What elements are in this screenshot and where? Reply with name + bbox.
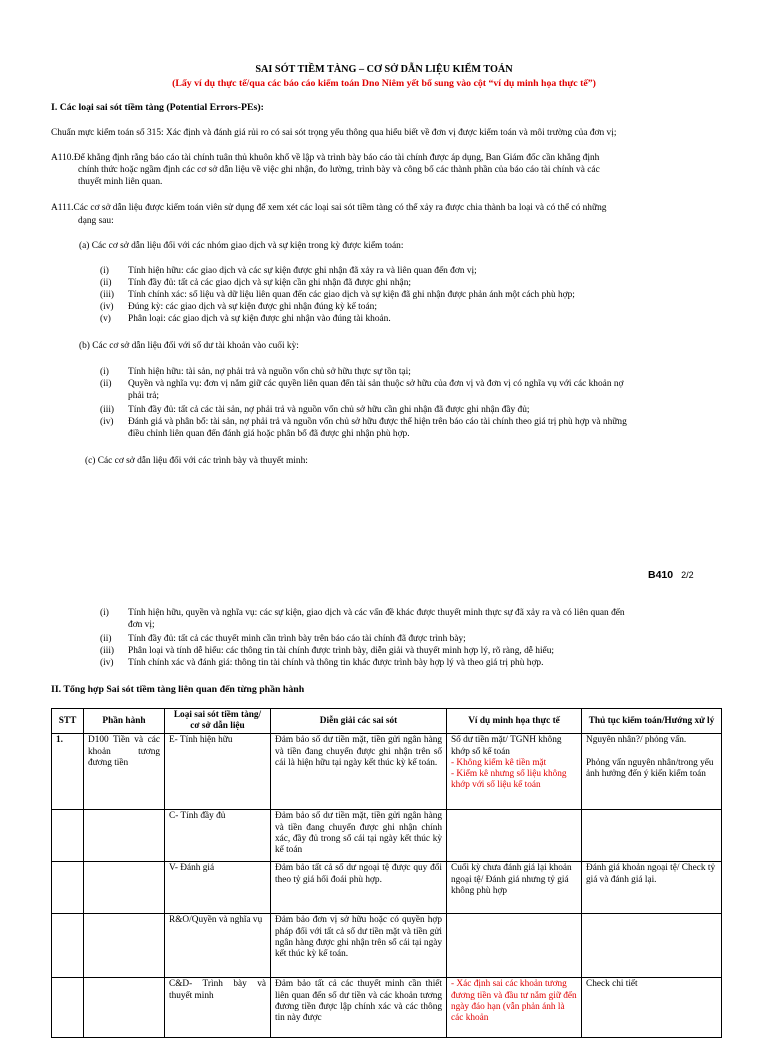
cell-phan-hanh <box>84 862 165 914</box>
cell-loai: V- Đánh giá <box>165 862 271 914</box>
cell-dien-giai: Đảm bảo tất cả các thuyết minh cần thiết liên quan đến số dư tiền và các khoản tương đương tiền được lập chính xác và các thông tin này được <box>271 978 447 1038</box>
a111-line-2: dạng sau: <box>78 216 114 226</box>
cell-stt <box>52 862 84 914</box>
a110-line-2: chính thức hoặc ngầm định các cơ sở dẫn liệu về việc ghi nhận, đo lường, trình bày và công bố các thành phần của báo cáo tài chính và các <box>78 165 600 175</box>
page-code: B410 <box>648 569 674 581</box>
a110-line-1: A110.Để khẳng định rằng báo cáo tài chính tuân thủ khuôn khổ về lập và trình bày báo cáo tài chính được áp dụng, Ban Giám đốc cần khẳng định <box>51 153 600 163</box>
document-subtitle: (Lấy ví dụ thực tế/qua các báo cáo kiểm toán Dno Niêm yết bổ sung vào cột “ví dụ minh họa thực tế”) <box>172 78 596 89</box>
page-number: 2/2 <box>681 570 694 580</box>
cell-dien-giai: Đảm bảo tất cả số dư ngoại tệ được quy đổi theo tỷ giá hối đoái phù hợp. <box>271 862 447 914</box>
cell-stt <box>52 978 84 1038</box>
cell-thu-tuc: Đánh giá khoản ngoại tệ/ Check tỷ giá và đánh giá lại. <box>582 862 722 914</box>
table-row <box>52 862 722 914</box>
column-header: Diễn giải các sai sót <box>271 709 447 734</box>
document-title: SAI SÓT TIỀM TÀNG – CƠ SỞ DẪN LIỆU KIỂM TOÁN <box>255 64 513 75</box>
list-item: (ii) Tính đầy đủ: tất cả các giao dịch và sự kiện cần ghi nhận đã được ghi nhận; <box>100 278 411 288</box>
group-b-heading: (b) Các cơ sở dẫn liệu đối với số dư tài khoản vào cuối kỳ: <box>79 341 299 351</box>
cell-dien-giai: Đảm bảo đơn vị sở hữu hoặc có quyền hợp pháp đối với tất cả số dư tiền mặt và tiền gửi ngân hàng được ghi nhận trên sổ cái tại ngày kết thúc kỳ kế toán. <box>271 914 447 978</box>
vi-du-red-text: - Không kiểm kê tiền mặt - Kiểm kê nhưng số liệu không khớp với số liệu kế toán <box>451 757 567 791</box>
cell-stt: 1. <box>52 734 84 810</box>
vi-du-red-text: - Xác định sai các khoản tương đương tiền và đầu tư nắm giữ đến ngày đáo hạn (vẫn phản ánh là các khoản <box>451 979 577 1024</box>
list-item: (iv) Đúng kỳ: các giao dịch và sự kiện được ghi nhận đúng kỳ kế toán; <box>100 302 377 312</box>
intro-paragraph: Chuẩn mực kiểm toán số 315: Xác định và đánh giá rủi ro có sai sót trọng yếu thông qua hiểu biết về đơn vị được kiểm toán và môi trường của đơn vị; <box>51 128 617 138</box>
a110-line-3: thuyết minh liên quan. <box>78 177 163 187</box>
column-header: Ví dụ minh họa thực tế <box>447 709 582 734</box>
list-item: (iv) Tính chính xác và đánh giá: thông tin tài chính và thông tin khác được trình bày hợp lý và theo giá trị phù hợp. <box>100 658 544 668</box>
cell-thu-tuc: Check chi tiết <box>582 978 722 1038</box>
list-item: (i) Tính hiện hữu: tài sản, nợ phải trả và nguồn vốn chủ sở hữu thực sự tồn tại; <box>100 367 411 377</box>
cell-dien-giai: Đảm bảo số dư tiền mặt, tiền gửi ngân hàng và tiền đang chuyển được ghi nhận trên sổ cái là hiện hữu tại ngày kết thúc kỳ kế toán. <box>271 734 447 810</box>
cell-thu-tuc <box>582 914 722 978</box>
cell-loai: C- Tính đầy đủ <box>165 810 271 862</box>
cell-loai: E- Tính hiện hữu <box>165 734 271 810</box>
cell-vi-du <box>447 810 582 862</box>
vi-du-text: Số dư tiền mặt/ TGNH không khớp sổ kế toán <box>451 735 562 757</box>
cell-phan-hanh <box>84 914 165 978</box>
list-item: (i) Tính hiện hữu, quyền và nghĩa vụ: các sự kiện, giao dịch và các vấn đề khác được thuyết minh thực sự đã xảy ra và có liên quan đến đơn vị; <box>100 608 625 630</box>
list-item: (v) Phân loại: các giao dịch và sự kiện được ghi nhận vào đúng tài khoản. <box>100 314 391 324</box>
potential-errors-table <box>51 708 722 1038</box>
table-row <box>52 734 722 810</box>
table-row <box>52 914 722 978</box>
column-header: Loại sai sót tiềm tàng/ cơ sở dẫn liệu <box>165 709 271 734</box>
table-header-row <box>52 709 722 734</box>
section2-heading: II. Tổng hợp Sai sót tiềm tàng liên quan đến từng phần hành <box>51 684 305 695</box>
list-item: (ii) Quyền và nghĩa vụ: đơn vị nắm giữ các quyền liên quan đến tài sản thuộc sở hữu của đơn vị và đơn vị có nghĩa vụ với các khoản nợ phải trả; <box>100 379 624 401</box>
cell-thu-tuc <box>582 810 722 862</box>
page-reference <box>648 569 694 581</box>
cell-vi-du <box>447 978 582 1038</box>
list-item: (iv) Đánh giá và phân bổ: tài sản, nợ phải trả và nguồn vốn chủ sở hữu được thể hiện trên báo cáo tài chính theo giá trị phù hợp và những điều chỉnh liên quan đến đánh giá hoặc phân bổ đã được ghi nhận phù hợp. <box>100 417 627 439</box>
table-row <box>52 978 722 1038</box>
column-header: Thủ tục kiểm toán/Hướng xử lý <box>582 709 722 734</box>
cell-dien-giai: Đảm bảo số dư tiền mặt, tiền gửi ngân hàng và tiền đang chuyển được ghi nhận chính xác, đầy đủ trong sổ cái tại ngày kết thúc kỳ kế toán <box>271 810 447 862</box>
cell-stt <box>52 810 84 862</box>
table-row <box>52 810 722 862</box>
cell-vi-du <box>447 734 582 810</box>
cell-vi-du <box>447 914 582 978</box>
cell-loai: C&D- Trình bày và thuyết minh <box>165 978 271 1038</box>
cell-vi-du: Cuối kỳ chưa đánh giá lại khoản ngoại tệ/ Đánh giá nhưng tỷ giá không phù hợp <box>447 862 582 914</box>
cell-loai: R&O/Quyền và nghĩa vụ <box>165 914 271 978</box>
cell-stt <box>52 914 84 978</box>
group-a-heading: (a) Các cơ sở dẫn liệu đối với các nhóm giao dịch và sự kiện trong kỳ được kiểm toán: <box>79 241 404 251</box>
cell-phan-hanh <box>84 978 165 1038</box>
list-item: (ii) Tính đầy đủ: tất cả các thuyết minh cần trình bày trên báo cáo tài chính đã được trình bày; <box>100 634 466 644</box>
list-item: (iii) Tính chính xác: số liệu và dữ liệu liên quan đến các giao dịch và sự kiện đã ghi nhận được phản ánh một cách phù hợp; <box>100 290 575 300</box>
group-c-heading: (c) Các cơ sở dẫn liệu đối với các trình bày và thuyết minh: <box>85 456 308 466</box>
cell-thu-tuc: Nguyên nhân?/ phỏng vấn. Phỏng vấn nguyên nhân/trong yếu ảnh hưởng đến ý kiến kiểm toán <box>582 734 722 810</box>
cell-phan-hanh: D100 Tiền và các khoản tương đương tiền <box>84 734 165 810</box>
list-item: (iii) Phân loại và tính dễ hiểu: các thông tin tài chính được trình bày, diễn giải và thuyết minh hợp lý, rõ ràng, dễ hiểu; <box>100 646 555 656</box>
list-item: (i) Tính hiện hữu: các giao dịch và các sự kiện được ghi nhận đã xảy ra và liên quan đến đơn vị; <box>100 266 477 276</box>
column-header: STT <box>52 709 84 734</box>
column-header: Phần hành <box>84 709 165 734</box>
section1-heading: I. Các loại sai sót tiềm tàng (Potential Errors-PEs): <box>51 102 264 113</box>
list-item: (iii) Tính đầy đủ: tất cả các tài sản, nợ phải trả và nguồn vốn chủ sở hữu cần ghi nhận đã được ghi nhận đầy đủ; <box>100 405 530 415</box>
a111-line-1: A111.Các cơ sở dẫn liệu được kiểm toán viên sử dụng để xem xét các loại sai sót tiềm tàng có thể xảy ra được chia thành ba loại và có thể có những <box>51 203 607 213</box>
cell-phan-hanh <box>84 810 165 862</box>
